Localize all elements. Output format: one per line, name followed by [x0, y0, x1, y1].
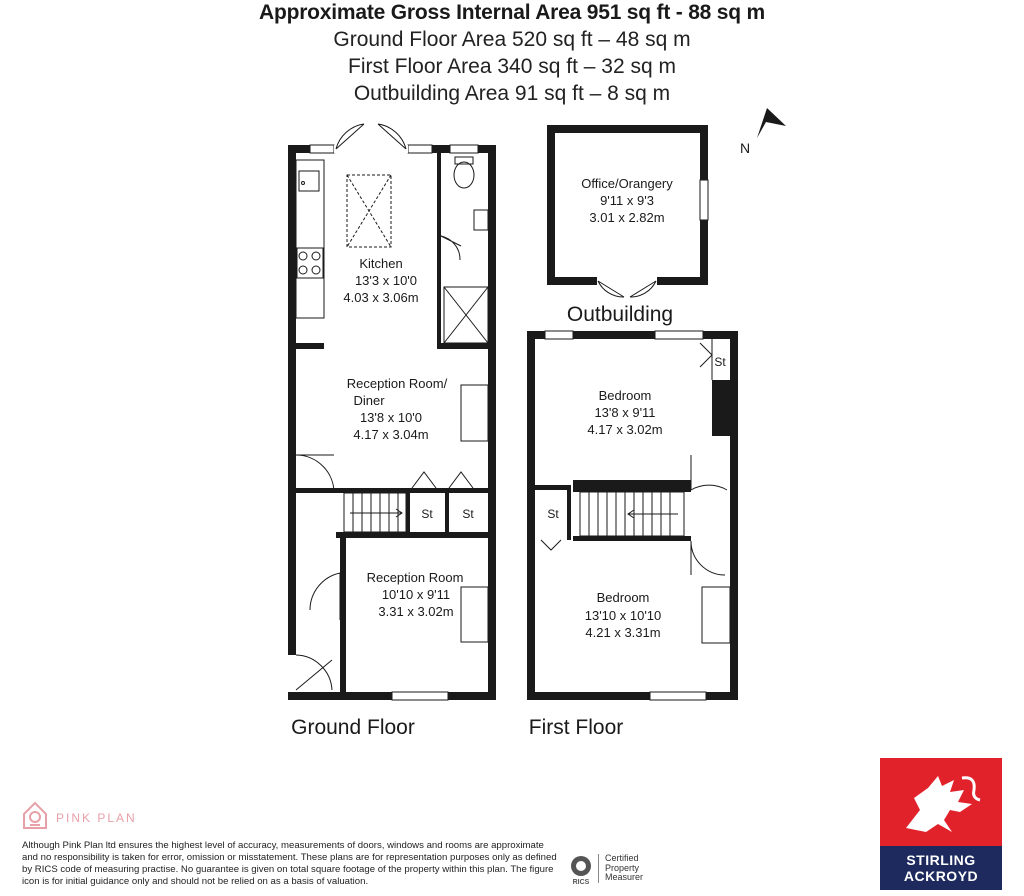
- gf-store-label-2: St: [462, 507, 474, 521]
- ff-bedroom2-door: [691, 541, 725, 575]
- gf-fireplace-2: [461, 587, 488, 642]
- rics-line-3: Measurer: [605, 872, 644, 882]
- office-name: Office/Orangery: [581, 176, 673, 191]
- bedroom2-name: Bedroom: [596, 590, 650, 605]
- gf-cupboard-doors: [412, 472, 473, 488]
- brand-line-1: STIRLING: [906, 852, 976, 868]
- kitchen-sink-icon: [299, 171, 319, 191]
- gross-area-title: Approximate Gross Internal Area 951 sq ft - 88 sq m: [258, 1, 766, 24]
- first-floor-label: First Floor: [528, 716, 624, 739]
- rics-logo-text: RICS: [572, 879, 590, 886]
- gf-stair-top-wall: [336, 488, 488, 493]
- gf-front-window: [392, 692, 448, 700]
- kitchen-tap-icon: [302, 182, 305, 185]
- first-floor-area: First Floor Area 340 sq ft – 32 sq m: [348, 55, 676, 78]
- gf-window-2: [408, 145, 432, 153]
- rics-certified-text: [598, 854, 643, 883]
- gf-reception-top-wall: [336, 532, 488, 538]
- outbuilding-area: Outbuilding Area 91 sq ft – 8 sq m: [353, 82, 671, 105]
- hob-ring-icon: [312, 266, 320, 274]
- brand-name: [880, 846, 1002, 890]
- gf-window-3: [450, 145, 478, 153]
- hob-ring-icon: [312, 252, 320, 260]
- griffin-icon: [880, 758, 1002, 846]
- gf-store-label-1: St: [421, 507, 433, 521]
- brand-emblem: [880, 758, 1002, 846]
- pink-plan-logo: [22, 800, 182, 834]
- diner-imperial: 13'8 x 10'0: [359, 410, 423, 425]
- gf-west-wall: [288, 145, 296, 700]
- diner-metric: 4.17 x 3.04m: [353, 427, 429, 442]
- rics-line-1: Certified: [605, 853, 639, 863]
- ff-store-top-wall: [535, 485, 571, 490]
- ff-fireplace: [702, 587, 730, 643]
- ff-east-wall: [730, 331, 738, 700]
- kitchen-metric: 4.03 x 3.06m: [343, 290, 419, 305]
- compass-north-label: N: [739, 140, 751, 156]
- ff-west-wall: [527, 331, 535, 700]
- office-imperial: 9'11 x 9'3: [600, 193, 654, 208]
- bedroom2-imperial: 13'10 x 10'10: [584, 608, 662, 623]
- gf-cupboard-wall-2: [445, 488, 449, 536]
- bedroom2-metric: 4.21 x 3.31m: [585, 625, 661, 640]
- hob-ring-icon: [299, 252, 307, 260]
- gf-wc-door: [441, 236, 461, 260]
- outbuilding-label: Outbuilding: [566, 303, 674, 326]
- diner-name-1: Reception Room/: [346, 376, 448, 391]
- compass-arrow-icon: [757, 108, 786, 138]
- gf-window-1: [310, 145, 334, 153]
- kitchen-imperial: 13'3 x 10'0: [354, 273, 418, 288]
- brand-line-2: ACKROYD: [903, 868, 979, 884]
- ground-floor-label: Ground Floor: [291, 716, 415, 739]
- kitchen-worktop: [296, 160, 324, 318]
- ob-window: [700, 180, 708, 220]
- gf-stair-arrow: [350, 509, 402, 517]
- gf-shower-bottom: [437, 343, 488, 349]
- stirling-ackroyd-logo: [880, 758, 1002, 890]
- ff-store-door: [541, 540, 561, 550]
- gf-cupboard-wall-1: [406, 488, 410, 536]
- pink-plan-text: PINK PLAN: [56, 811, 137, 825]
- first-floor-labels: [529, 355, 727, 739]
- bedroom1-metric: 4.17 x 3.02m: [587, 422, 663, 437]
- ff-store-label-1: St: [714, 355, 726, 369]
- gf-reception-door: [310, 573, 340, 620]
- ob-north-wall: [547, 125, 708, 133]
- reception-metric: 3.31 x 3.02m: [378, 604, 454, 619]
- reception-imperial: 10'10 x 9'11: [381, 587, 451, 602]
- bedroom1-imperial: 13'8 x 9'11: [594, 405, 656, 420]
- hob-ring-icon: [299, 266, 307, 274]
- gf-east-wall: [488, 145, 496, 700]
- ob-west-wall: [547, 125, 555, 285]
- compass: [740, 108, 786, 156]
- outbuilding-plan: [547, 125, 708, 326]
- gf-front-door: [296, 655, 332, 690]
- office-metric: 3.01 x 2.82m: [589, 210, 665, 225]
- ff-chimney: [712, 380, 730, 436]
- kitchen-name: Kitchen: [359, 256, 403, 271]
- ff-cupboard-door: [700, 343, 712, 367]
- bedroom1-name: Bedroom: [598, 388, 652, 403]
- ff-stair-bottom-wall: [573, 536, 691, 541]
- ff-window-3: [650, 692, 706, 700]
- gf-hall-wall: [296, 488, 336, 493]
- ff-landing-wall: [573, 480, 691, 492]
- reception-name: Reception Room: [366, 570, 464, 585]
- ff-window-2: [655, 331, 703, 339]
- ff-window-1: [545, 331, 573, 339]
- gf-kitchen-stub: [296, 343, 324, 349]
- shower-tray-cross: [444, 287, 488, 343]
- ff-store-label-2: St: [547, 507, 559, 521]
- gf-hall-door: [296, 455, 334, 493]
- skylight-cross: [347, 175, 391, 247]
- diner-name-2: Diner: [353, 393, 385, 408]
- pink-plan-house-icon: [22, 800, 48, 830]
- ground-floor-area: Ground Floor Area 520 sq ft – 48 sq m: [333, 28, 691, 51]
- gf-fireplace: [461, 385, 488, 441]
- disclaimer: Although Pink Plan ltd ensures the highest level of accuracy, measurements of doors, windows and rooms are approximate and no responsibility is taken for error, omission or misstatement. These plans are for representation purposes only as defined by RICS code of measuring practise. No guarantee is given on total square footage of the property within this plan. The figure icon is for initial guidance only and should not be relied on as a basis of valuation.: [22, 840, 557, 888]
- rics-line-2: Property: [605, 862, 640, 873]
- ob-door-gap: [597, 277, 657, 285]
- rics-badge: [568, 854, 690, 888]
- gf-front-door-gap: [288, 655, 296, 692]
- wc-cistern-icon: [455, 157, 473, 164]
- ff-store-wall: [567, 485, 571, 540]
- wc-toilet-icon: [454, 162, 474, 188]
- gf-french-door-gap: [334, 145, 408, 153]
- gf-reception-west-wall: [340, 532, 346, 692]
- rics-emblem-icon: [568, 854, 594, 886]
- wc-basin-icon: [474, 210, 488, 230]
- gf-shower-wall: [437, 153, 441, 347]
- ff-bedroom1-door: [691, 455, 727, 490]
